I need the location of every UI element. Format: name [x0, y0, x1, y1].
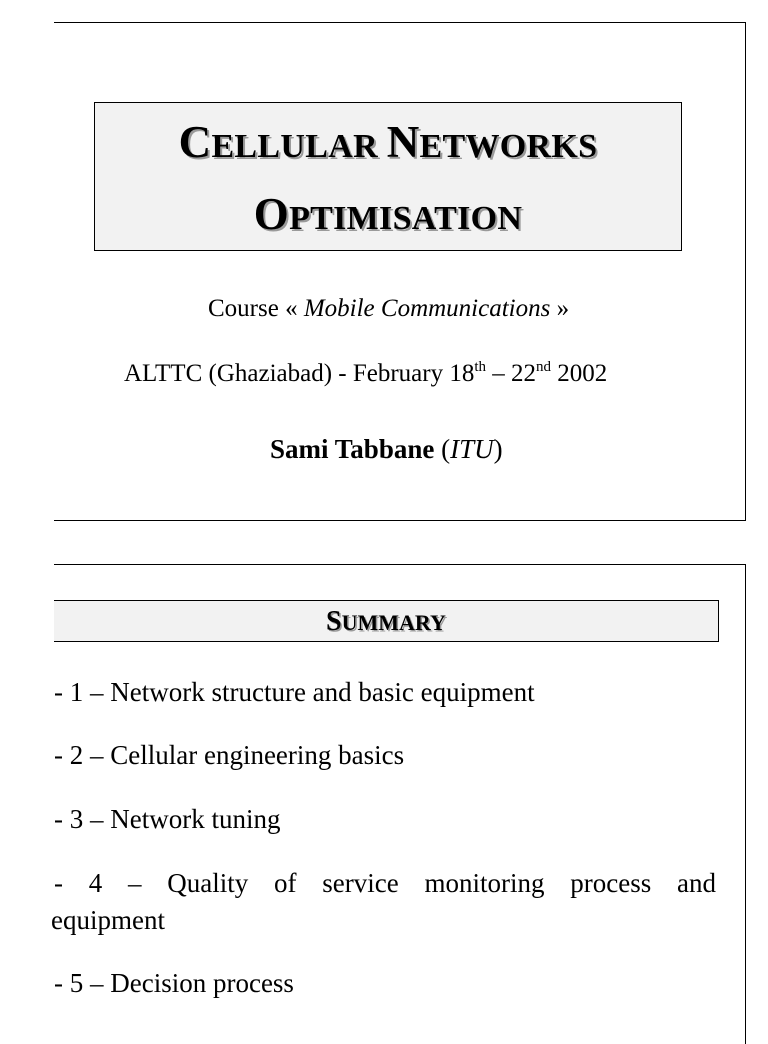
summary-slide: [51, 564, 746, 1044]
author-name: Sami Tabbane: [270, 434, 435, 464]
course-suffix: »: [550, 295, 570, 322]
summary-item-3: - 3 – Network tuning: [54, 804, 281, 834]
summary-item-2: - 2 – Cellular engineering basics: [54, 740, 405, 770]
title-initial-c: C: [178, 117, 212, 167]
course-prefix: Course «: [208, 295, 304, 322]
author-line: [270, 434, 503, 465]
venue-year: 2002: [551, 360, 608, 387]
summary-item-1: - 1 – Network structure and basic equipment: [54, 677, 535, 707]
title-initial-n: N: [386, 117, 420, 167]
summary-item-4-cont: equipment: [51, 905, 165, 935]
author-org: ITU: [450, 434, 494, 464]
summary-initial-s: S: [326, 606, 342, 637]
title-text-ptimisation: PTIMISATION: [289, 200, 523, 237]
venue-sup-th: th: [474, 359, 487, 375]
summary-item-5: - 5 – Decision process: [54, 968, 294, 998]
venue-main: ALTTC (Ghaziabad) - February 18: [124, 360, 475, 387]
author-paren-close: ): [493, 434, 503, 464]
summary-heading-box: [54, 600, 719, 642]
course-name: Mobile Communications: [303, 295, 551, 322]
summary-text-rest: UMMARY: [341, 610, 446, 635]
summary-heading: [326, 606, 446, 637]
title-text-etworks: ETWORKS: [419, 128, 598, 165]
title-text-ellular: ELLULAR: [211, 128, 387, 165]
title-box: [94, 102, 682, 251]
title-slide: [54, 22, 746, 521]
venue-mid: – 22: [486, 360, 537, 387]
title-line-1: [95, 117, 681, 167]
author-paren-open: (: [434, 434, 451, 464]
summary-item-4: - 4 – Quality of service monitoring process and: [54, 868, 716, 898]
title-initial-o: O: [253, 189, 290, 239]
title-line-2: [95, 189, 681, 239]
venue-sup-nd: nd: [536, 359, 552, 375]
venue-date-line: [124, 360, 607, 388]
